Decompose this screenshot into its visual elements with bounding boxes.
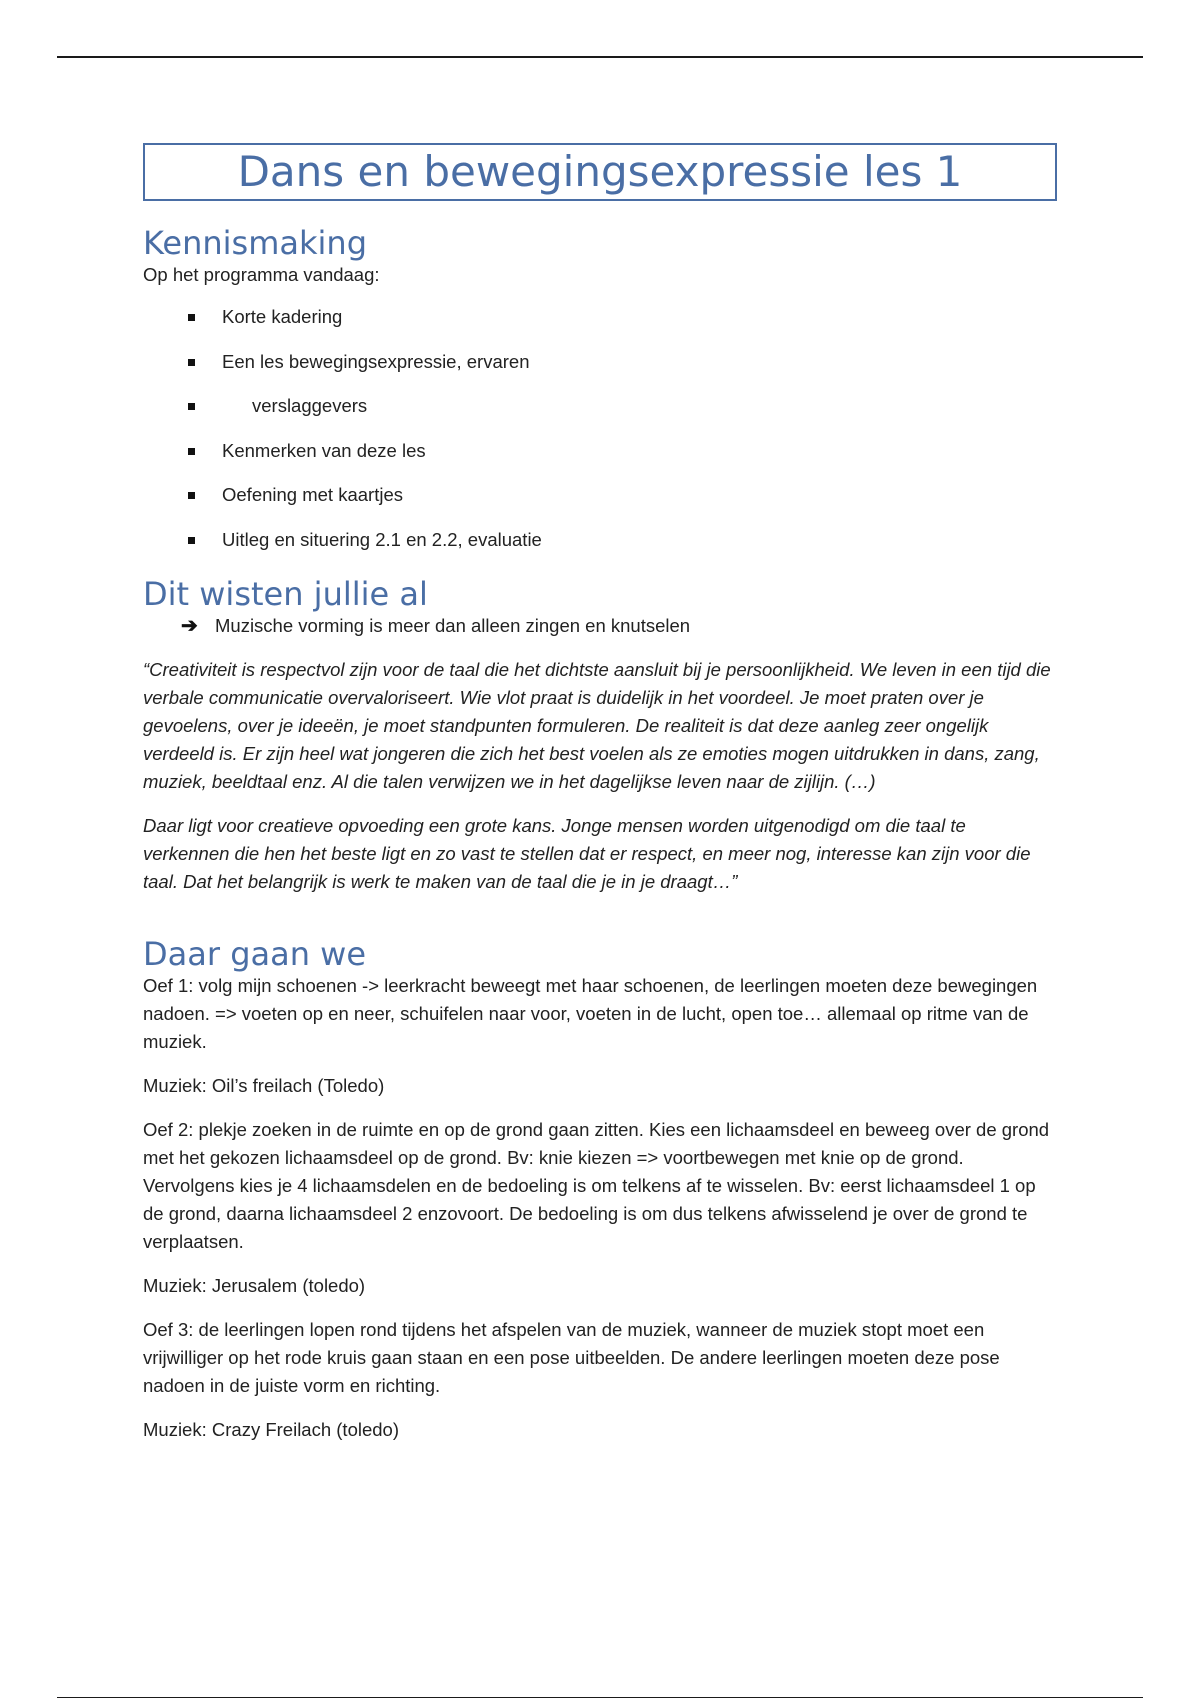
music-3: Muziek: Crazy Freilach (toledo) [143,1418,399,1440]
bullet-icon [188,448,195,455]
bullet-icon [188,492,195,499]
arrow-point-text: Muzische vorming is meer dan alleen zingen en knutselen [215,614,691,636]
document-title: Dans en bewegingsexpressie les 1 [143,143,1057,201]
list-item: Uitleg en situering 2.1 en 2.2, evaluatie [143,526,1057,554]
list-item: Korte kadering [143,303,1057,331]
bullet-icon [188,359,195,366]
list-item: Een les bewegingsexpressie, ervaren [143,348,1057,376]
exercise-3: Oef 3: de leerlingen lopen rond tijdens het afspelen van de muziek, wanneer de muziek stopt moet een vrijwilliger op het rode kruis gaan staan en een pose uitbeelden. De andere leerlingen moeten deze pose nadoen in de juiste vorm en richting. [143,1318,1000,1396]
quote-paragraph-2: Daar ligt voor creatieve opvoeding een grote kans. Jonge mensen worden uitgenodigd om die taal te verkennen die hen het beste ligt en zo vast te stellen dat er respect, en meer nog, interesse kan zijn voor die taal. Dat het belangrijk is werk te maken van de taal die je in je draagt…” [143,814,1031,892]
arrow-point [143,612,1057,640]
document-body [143,143,1057,1444]
arrow-right-icon: ➔ [181,614,198,637]
quote-paragraph-1: “Creativiteit is respectvol zijn voor de taal die het dichtste aansluit bij je persoonlijkheid. We leven in een tijd die verbale communicatie overvaloriseert. Wie vlot praat is duidelijk in het voordeel. Je moet praten over je gevoelens, over je ideeën, je moet standpunten formuleren. De realiteit is dat deze aanleg zeer ongelijk verdeeld is. Er zijn heel wat jongeren die zich het best voelen als ze emoties mogen uitdrukken in dans, zang, muziek, beeldtaal enz. Al die talen verwijzen we in het dagelijkse leven naar de zijlijn. (…) [143,658,1051,792]
list-item: verslaggevers [143,392,1057,420]
bullet-icon [188,314,195,321]
music-2: Muziek: Jerusalem (toledo) [143,1274,366,1296]
exercise-2: Oef 2: plekje zoeken in de ruimte en op de grond gaan zitten. Kies een lichaamsdeel en beweeg over de grond met het gekozen lichaamsdeel op de grond. Bv: knie kiezen => voortbewegen met knie op de grond. Vervolgens kies je 4 lichaamsdelen en de bedoeling is om telkens af te wisselen. Bv: eerst lichaamsdeel 1 op de grond, daarna lichaamsdeel 2 enzovoort. De bedoeling is om dus telkens afwisselend je over de grond te verplaatsen. [143,1118,1050,1252]
list-item: Oefening met kaartjes [143,481,1057,509]
exercise-1: Oef 1: volg mijn schoenen -> leerkracht beweegt met haar schoenen, de leerlingen moeten deze bewegingen nadoen. => voeten op en neer, schuifelen naar voor, voeten in de lucht, open toe… allemaal op ritme van de muziek. [143,974,1038,1052]
section-heading-dit-wisten-jullie-al: Dit wisten jullie al [143,574,428,613]
section-heading-kennismaking: Kennismaking [143,224,367,262]
program-list [143,303,1057,554]
list-item: Kenmerken van deze les [143,437,1057,465]
footer-rule [57,1697,1143,1698]
program-intro: Op het programma vandaag: [143,264,380,285]
bullet-icon [188,403,195,410]
section-heading-daar-gaan-we: Daar gaan we [143,934,367,973]
header-rule [57,56,1143,58]
bullet-icon [188,537,195,544]
music-1: Muziek: Oil’s freilach (Toledo) [143,1074,385,1096]
